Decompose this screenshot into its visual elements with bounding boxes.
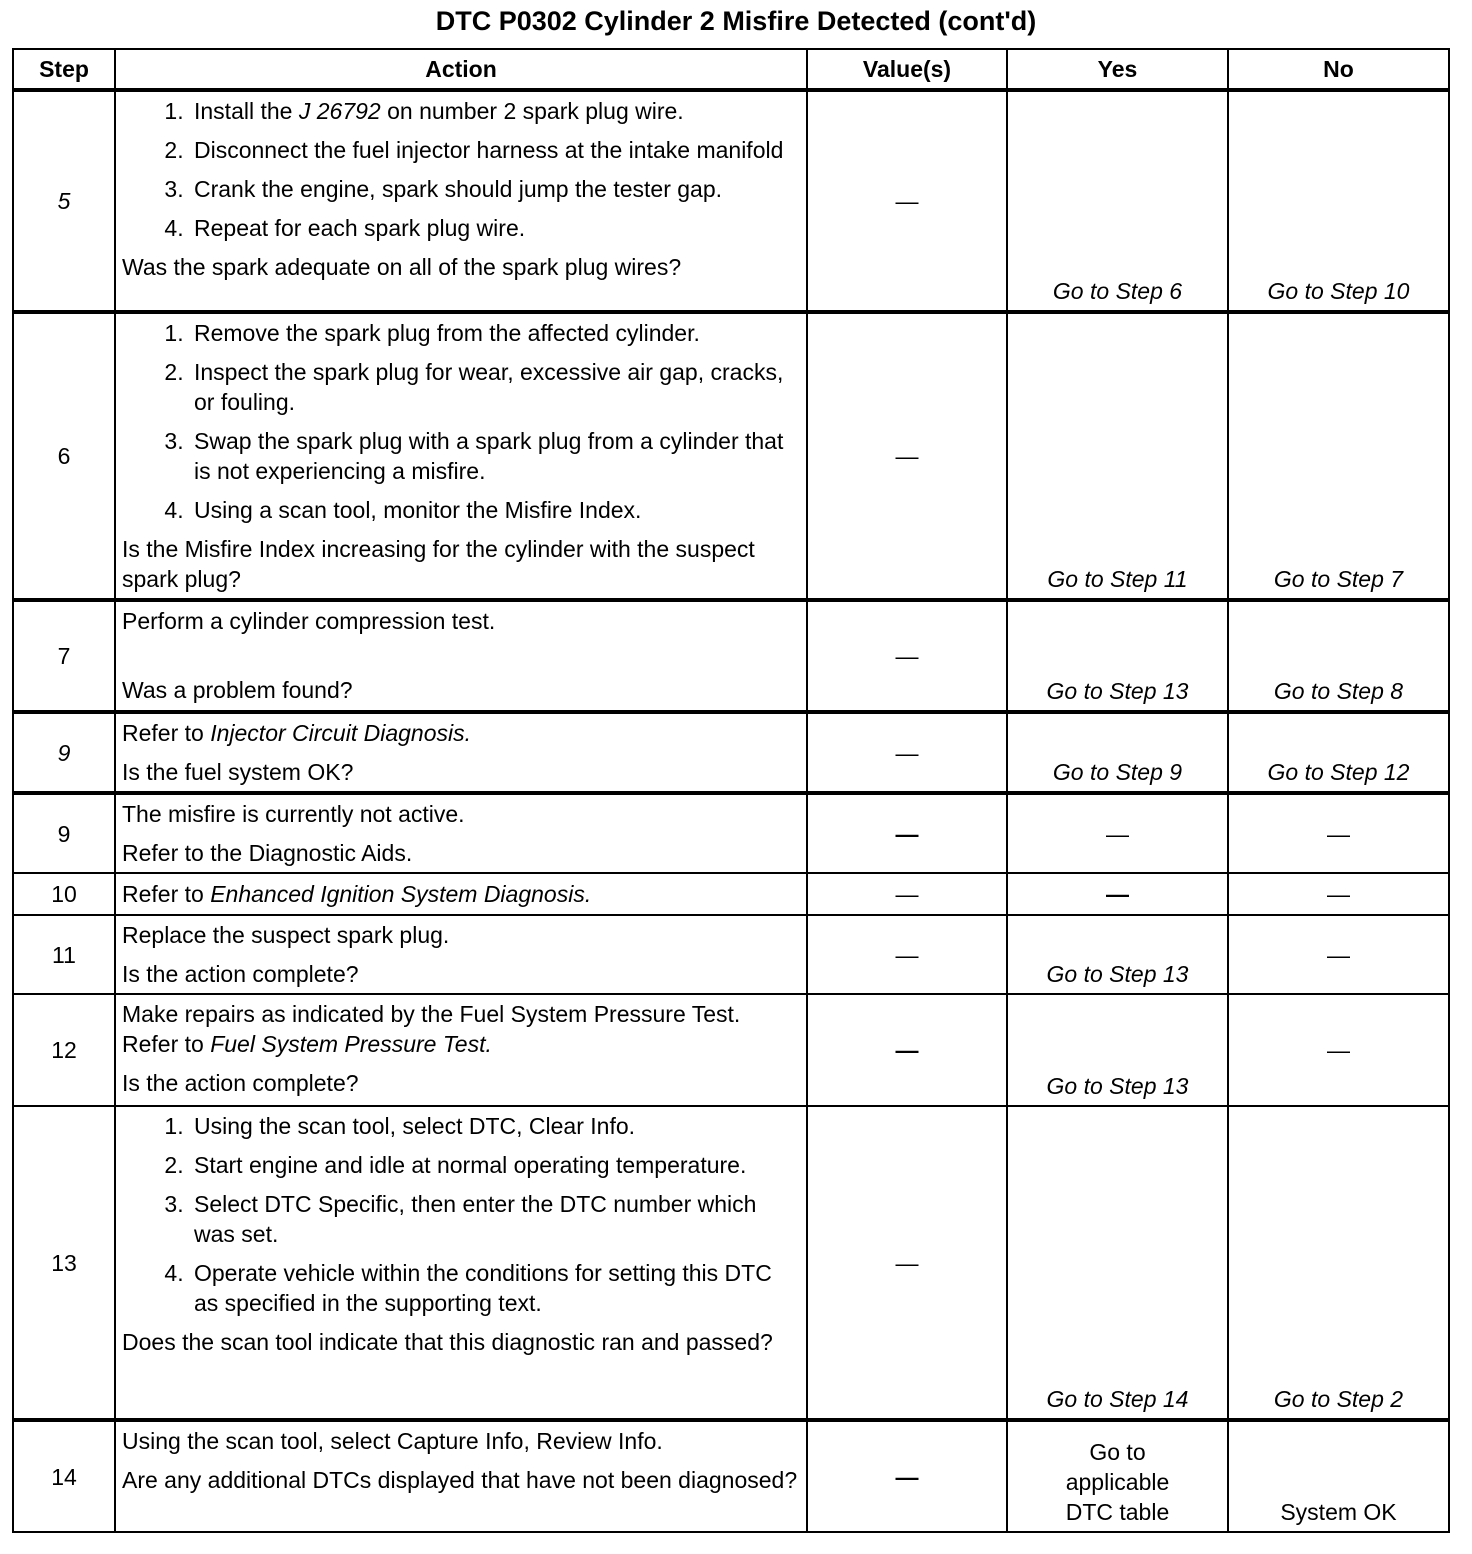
yes-cell: Go to Step 13 bbox=[1007, 915, 1228, 994]
no-cell: — bbox=[1228, 994, 1449, 1106]
action-item: 3. Swap the spark plug with a spark plug from a cylinder that is not experiencing a misfire. bbox=[190, 426, 798, 486]
action-item: 2. Start engine and idle at normal operating temperature. bbox=[190, 1150, 798, 1180]
value-cell: — bbox=[807, 793, 1007, 873]
action-cell bbox=[115, 90, 807, 312]
table-row-step-10 bbox=[13, 873, 1449, 915]
action-text: Make repairs as indicated by the Fuel System Pressure Test. Refer to Fuel System Pressure Test. bbox=[122, 1001, 741, 1057]
step-number: 12 bbox=[13, 994, 115, 1106]
action-text: Replace the suspect spark plug. bbox=[122, 922, 450, 948]
table-row-step-9b bbox=[13, 793, 1449, 873]
step-number: 9 bbox=[13, 712, 115, 793]
action-text: Using the scan tool, select Capture Info, Review Info. bbox=[122, 1428, 663, 1454]
action-item: 1. Using the scan tool, select DTC, Clear Info. bbox=[190, 1111, 798, 1141]
no-cell: Go to Step 10 bbox=[1228, 90, 1449, 312]
action-item: 2. Disconnect the fuel injector harness at the intake manifold bbox=[190, 135, 798, 165]
action-question: Is the Misfire Index increasing for the cylinder with the suspect spark plug? bbox=[122, 536, 755, 592]
action-question: Is the action complete? bbox=[122, 1070, 359, 1096]
action-cell bbox=[115, 1420, 807, 1532]
action-item: 4. Repeat for each spark plug wire. bbox=[190, 213, 798, 243]
yes-cell: Go to applicable DTC table bbox=[1007, 1420, 1228, 1532]
yes-cell: — bbox=[1007, 873, 1228, 915]
action-question: Are any additional DTCs displayed that have not been diagnosed? bbox=[122, 1467, 798, 1493]
header-row bbox=[13, 49, 1449, 90]
step-number: 11 bbox=[13, 915, 115, 994]
action-cell bbox=[115, 994, 807, 1106]
action-text: The misfire is currently not active. bbox=[122, 801, 465, 827]
step-number: 9 bbox=[13, 793, 115, 873]
action-cell bbox=[115, 793, 807, 873]
no-cell: Go to Step 12 bbox=[1228, 712, 1449, 793]
step-number: 5 bbox=[13, 90, 115, 312]
header-yes: Yes bbox=[1007, 49, 1228, 90]
no-cell: System OK bbox=[1228, 1420, 1449, 1532]
header-no: No bbox=[1228, 49, 1449, 90]
no-cell: — bbox=[1228, 873, 1449, 915]
yes-cell: Go to Step 11 bbox=[1007, 312, 1228, 600]
value-cell: — bbox=[807, 994, 1007, 1106]
table-row-step-5 bbox=[13, 90, 1449, 312]
table-row-step-11 bbox=[13, 915, 1449, 994]
action-item: 1. Remove the spark plug from the affected cylinder. bbox=[190, 318, 798, 348]
action-cell bbox=[115, 915, 807, 994]
action-cell bbox=[115, 712, 807, 793]
action-text: Perform a cylinder compression test. bbox=[122, 608, 496, 634]
no-cell: Go to Step 2 bbox=[1228, 1106, 1449, 1420]
action-item: 2. Inspect the spark plug for wear, excessive air gap, cracks, or fouling. bbox=[190, 357, 798, 417]
table-row-step-6 bbox=[13, 312, 1449, 600]
table-row-step-7 bbox=[13, 600, 1449, 712]
table-row-step-13 bbox=[13, 1106, 1449, 1420]
step-number: 7 bbox=[13, 600, 115, 712]
diagnostic-table bbox=[12, 48, 1450, 1533]
yes-cell: Go to Step 14 bbox=[1007, 1106, 1228, 1420]
value-cell: — bbox=[807, 312, 1007, 600]
value-cell: — bbox=[807, 90, 1007, 312]
step-number: 13 bbox=[13, 1106, 115, 1420]
yes-cell: — bbox=[1007, 793, 1228, 873]
action-cell bbox=[115, 873, 807, 915]
step-number: 6 bbox=[13, 312, 115, 600]
header-values: Value(s) bbox=[807, 49, 1007, 90]
page-title: DTC P0302 Cylinder 2 Misfire Detected (cont'd) bbox=[435, 6, 1037, 36]
action-text: Refer to Enhanced Ignition System Diagnosis. bbox=[122, 881, 592, 907]
action-item: 4. Operate vehicle within the conditions for setting this DTC as specified in the supporting text. bbox=[190, 1258, 798, 1318]
action-cell bbox=[115, 600, 807, 712]
action-text: Refer to Injector Circuit Diagnosis. bbox=[122, 720, 471, 746]
action-cell bbox=[115, 312, 807, 600]
yes-cell: Go to Step 9 bbox=[1007, 712, 1228, 793]
action-question: Does the scan tool indicate that this diagnostic ran and passed? bbox=[122, 1329, 773, 1355]
action-item: 1. Install the J 26792 on number 2 spark plug wire. bbox=[190, 96, 798, 126]
action-list bbox=[122, 96, 798, 243]
action-item: 3. Select DTC Specific, then enter the DTC number which was set. bbox=[190, 1189, 798, 1249]
value-cell: — bbox=[807, 1420, 1007, 1532]
action-question: Refer to the Diagnostic Aids. bbox=[122, 840, 413, 866]
action-cell bbox=[115, 1106, 807, 1420]
table-row-step-12 bbox=[13, 994, 1449, 1106]
step-number: 10 bbox=[13, 873, 115, 915]
value-cell: — bbox=[807, 1106, 1007, 1420]
yes-cell: Go to Step 6 bbox=[1007, 90, 1228, 312]
no-cell: Go to Step 7 bbox=[1228, 312, 1449, 600]
action-item: 4. Using a scan tool, monitor the Misfire Index. bbox=[190, 495, 798, 525]
value-cell: — bbox=[807, 600, 1007, 712]
action-question: Was the spark adequate on all of the spark plug wires? bbox=[122, 254, 682, 280]
action-list bbox=[122, 1111, 798, 1318]
action-list bbox=[122, 318, 798, 525]
table-row-step-9a bbox=[13, 712, 1449, 793]
no-cell: — bbox=[1228, 915, 1449, 994]
value-cell: — bbox=[807, 712, 1007, 793]
header-action: Action bbox=[115, 49, 807, 90]
step-number: 14 bbox=[13, 1420, 115, 1532]
no-cell: Go to Step 8 bbox=[1228, 600, 1449, 712]
value-cell: — bbox=[807, 915, 1007, 994]
yes-cell: Go to Step 13 bbox=[1007, 600, 1228, 712]
no-cell: — bbox=[1228, 793, 1449, 873]
action-item: 3. Crank the engine, spark should jump the tester gap. bbox=[190, 174, 798, 204]
header-step: Step bbox=[13, 49, 115, 90]
action-question: Was a problem found? bbox=[122, 677, 353, 703]
value-cell: — bbox=[807, 873, 1007, 915]
yes-cell: Go to Step 13 bbox=[1007, 994, 1228, 1106]
action-question: Is the action complete? bbox=[122, 961, 359, 987]
action-question: Is the fuel system OK? bbox=[122, 759, 354, 785]
table-row-step-14 bbox=[13, 1420, 1449, 1532]
